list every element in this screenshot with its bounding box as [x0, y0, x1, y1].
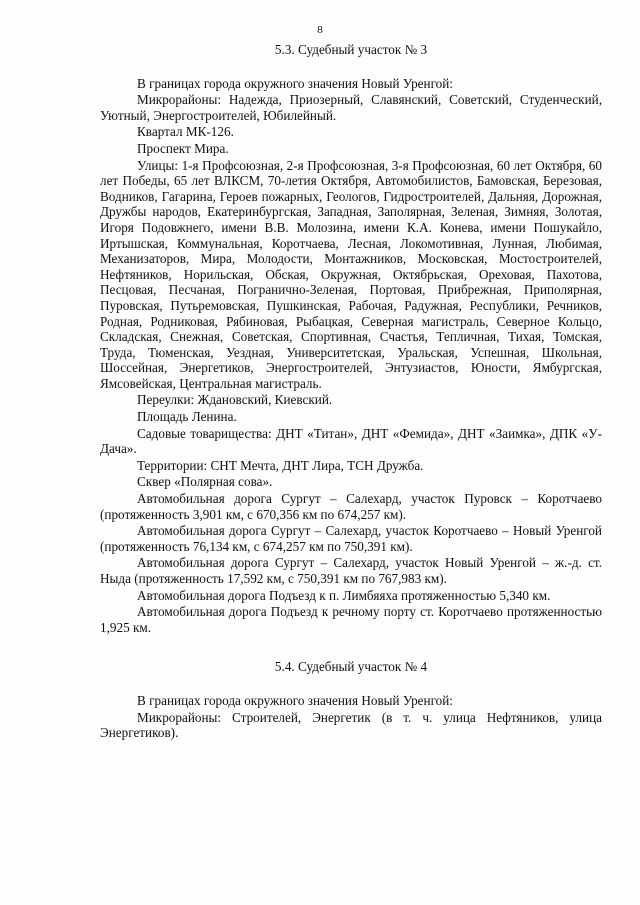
document-body [100, 42, 602, 742]
paragraph-road-korotchaevo: Автомобильная дорога Сургут – Салехард, участок Коротчаево – Новый Уренгой (протяженность 76,134 км, с 674,257 км по 750,391 км). [100, 523, 602, 554]
paragraph-streets: Улицы: 1-я Профсоюзная, 2-я Профсоюзная, 3-я Профсоюзная, 60 лет Октября, 60 лет Победы, 65 лет ВЛКСМ, 70-летия Октября, Автомобилистов, Бамовская, Березовая, Водников, Гагарина, Героев пожарных, Геологов, Гидростроителей, Дальняя, Дорожная, Дружбы народов, Екатеринбургская, Западная, Заполярная, Зеленая, Зимняя, Золотая, Игоря Подовжнего, имени В.В. Молозина, имени К.А. Конева, имени Пошукайло, Иртышская, Коммунальная, Коротчаева, Лесная, Локомотивная, Лунная, Любимая, Механизаторов, Мира, Молодости, Монтажников, Московская, Мостостроителей, Нефтяников, Норильская, Обская, Окружная, Октябрьская, Ореховая, Пахотова, Песцовая, Песчаная, Погранично-Зеленая, Портовая, Прибрежная, Приполярная, Пуровская, Путьремовская, Пушкинская, Рабочая, Радужная, Республики, Речников, Родная, Родниковая, Рябиновая, Рыбацкая, Северная магистраль, Северное Кольцо, Складская, Снежная, Советская, Спортивная, Счастья, Тепличная, Тихая, Томская, Труда, Тюменская, Уездная, Университетская, Уральская, Успешная, Школьная, Шоссейная, Энергетиков, Энергостроителей, Энтузиастов, Юности, Ямбургская, Ямсовейская, Центральная магистраль. [100, 157, 602, 391]
paragraph-city-bounds: В границах города окружного значения Новый Уренгой: [137, 75, 453, 91]
paragraph-city-bounds-2: В границах города окружного значения Новый Уренгой: [137, 692, 453, 708]
paragraph-road-limbyayakha: Автомобильная дорога Подъезд к п. Лимбяяха протяженностью 5,340 км. [137, 587, 551, 603]
paragraph-park: Сквер «Полярная сова». [137, 474, 273, 490]
page-number: 8 [317, 24, 323, 36]
section-heading-5-3: 5.3. Судебный участок № 3 [274, 42, 428, 57]
paragraph-road-nyda: Автомобильная дорога Сургут – Салехард, участок Новый Уренгой – ж.-д. ст. Ныда (протяженность 17,592 км, с 750,391 км по 767,983 км). [100, 555, 602, 586]
paragraph-microdistricts-2: Микрорайоны: Строителей, Энергетик (в т. ч. улица Нефтяников, улица Энергетиков). [100, 709, 602, 741]
paragraph-quarter: Квартал МК-126. [137, 124, 234, 140]
paragraph-microdistricts: Микрорайоны: Надежда, Приозерный, Славянский, Советский, Студенческий, Уютный, Энергостроителей, Юбилейный. [100, 92, 602, 123]
paragraph-lanes: Переулки: Ждановский, Киевский. [137, 392, 333, 408]
paragraph-avenue: Проспект Мира. [137, 140, 229, 156]
section-heading-5-4: 5.4. Судебный участок № 4 [274, 659, 428, 675]
paragraph-territories: Территории: СНТ Мечта, ДНТ Лира, ТСН Дружба. [137, 457, 424, 473]
paragraph-garden-partnerships: Садовые товарищества: ДНТ «Титан», ДНТ «Фемида», ДНТ «Заимка», ДПК «У-Дача». [100, 425, 602, 457]
paragraph-road-river-port: Автомобильная дорога Подъезд к речному порту ст. Коротчаево протяженностью 1,925 км. [100, 604, 602, 635]
paragraph-square: Площадь Ленина. [137, 409, 237, 425]
paragraph-road-purovsk: Автомобильная дорога Сургут – Салехард, участок Пуровск – Коротчаево (протяженность 3,901 км, с 670,356 км по 674,257 км). [100, 491, 602, 522]
